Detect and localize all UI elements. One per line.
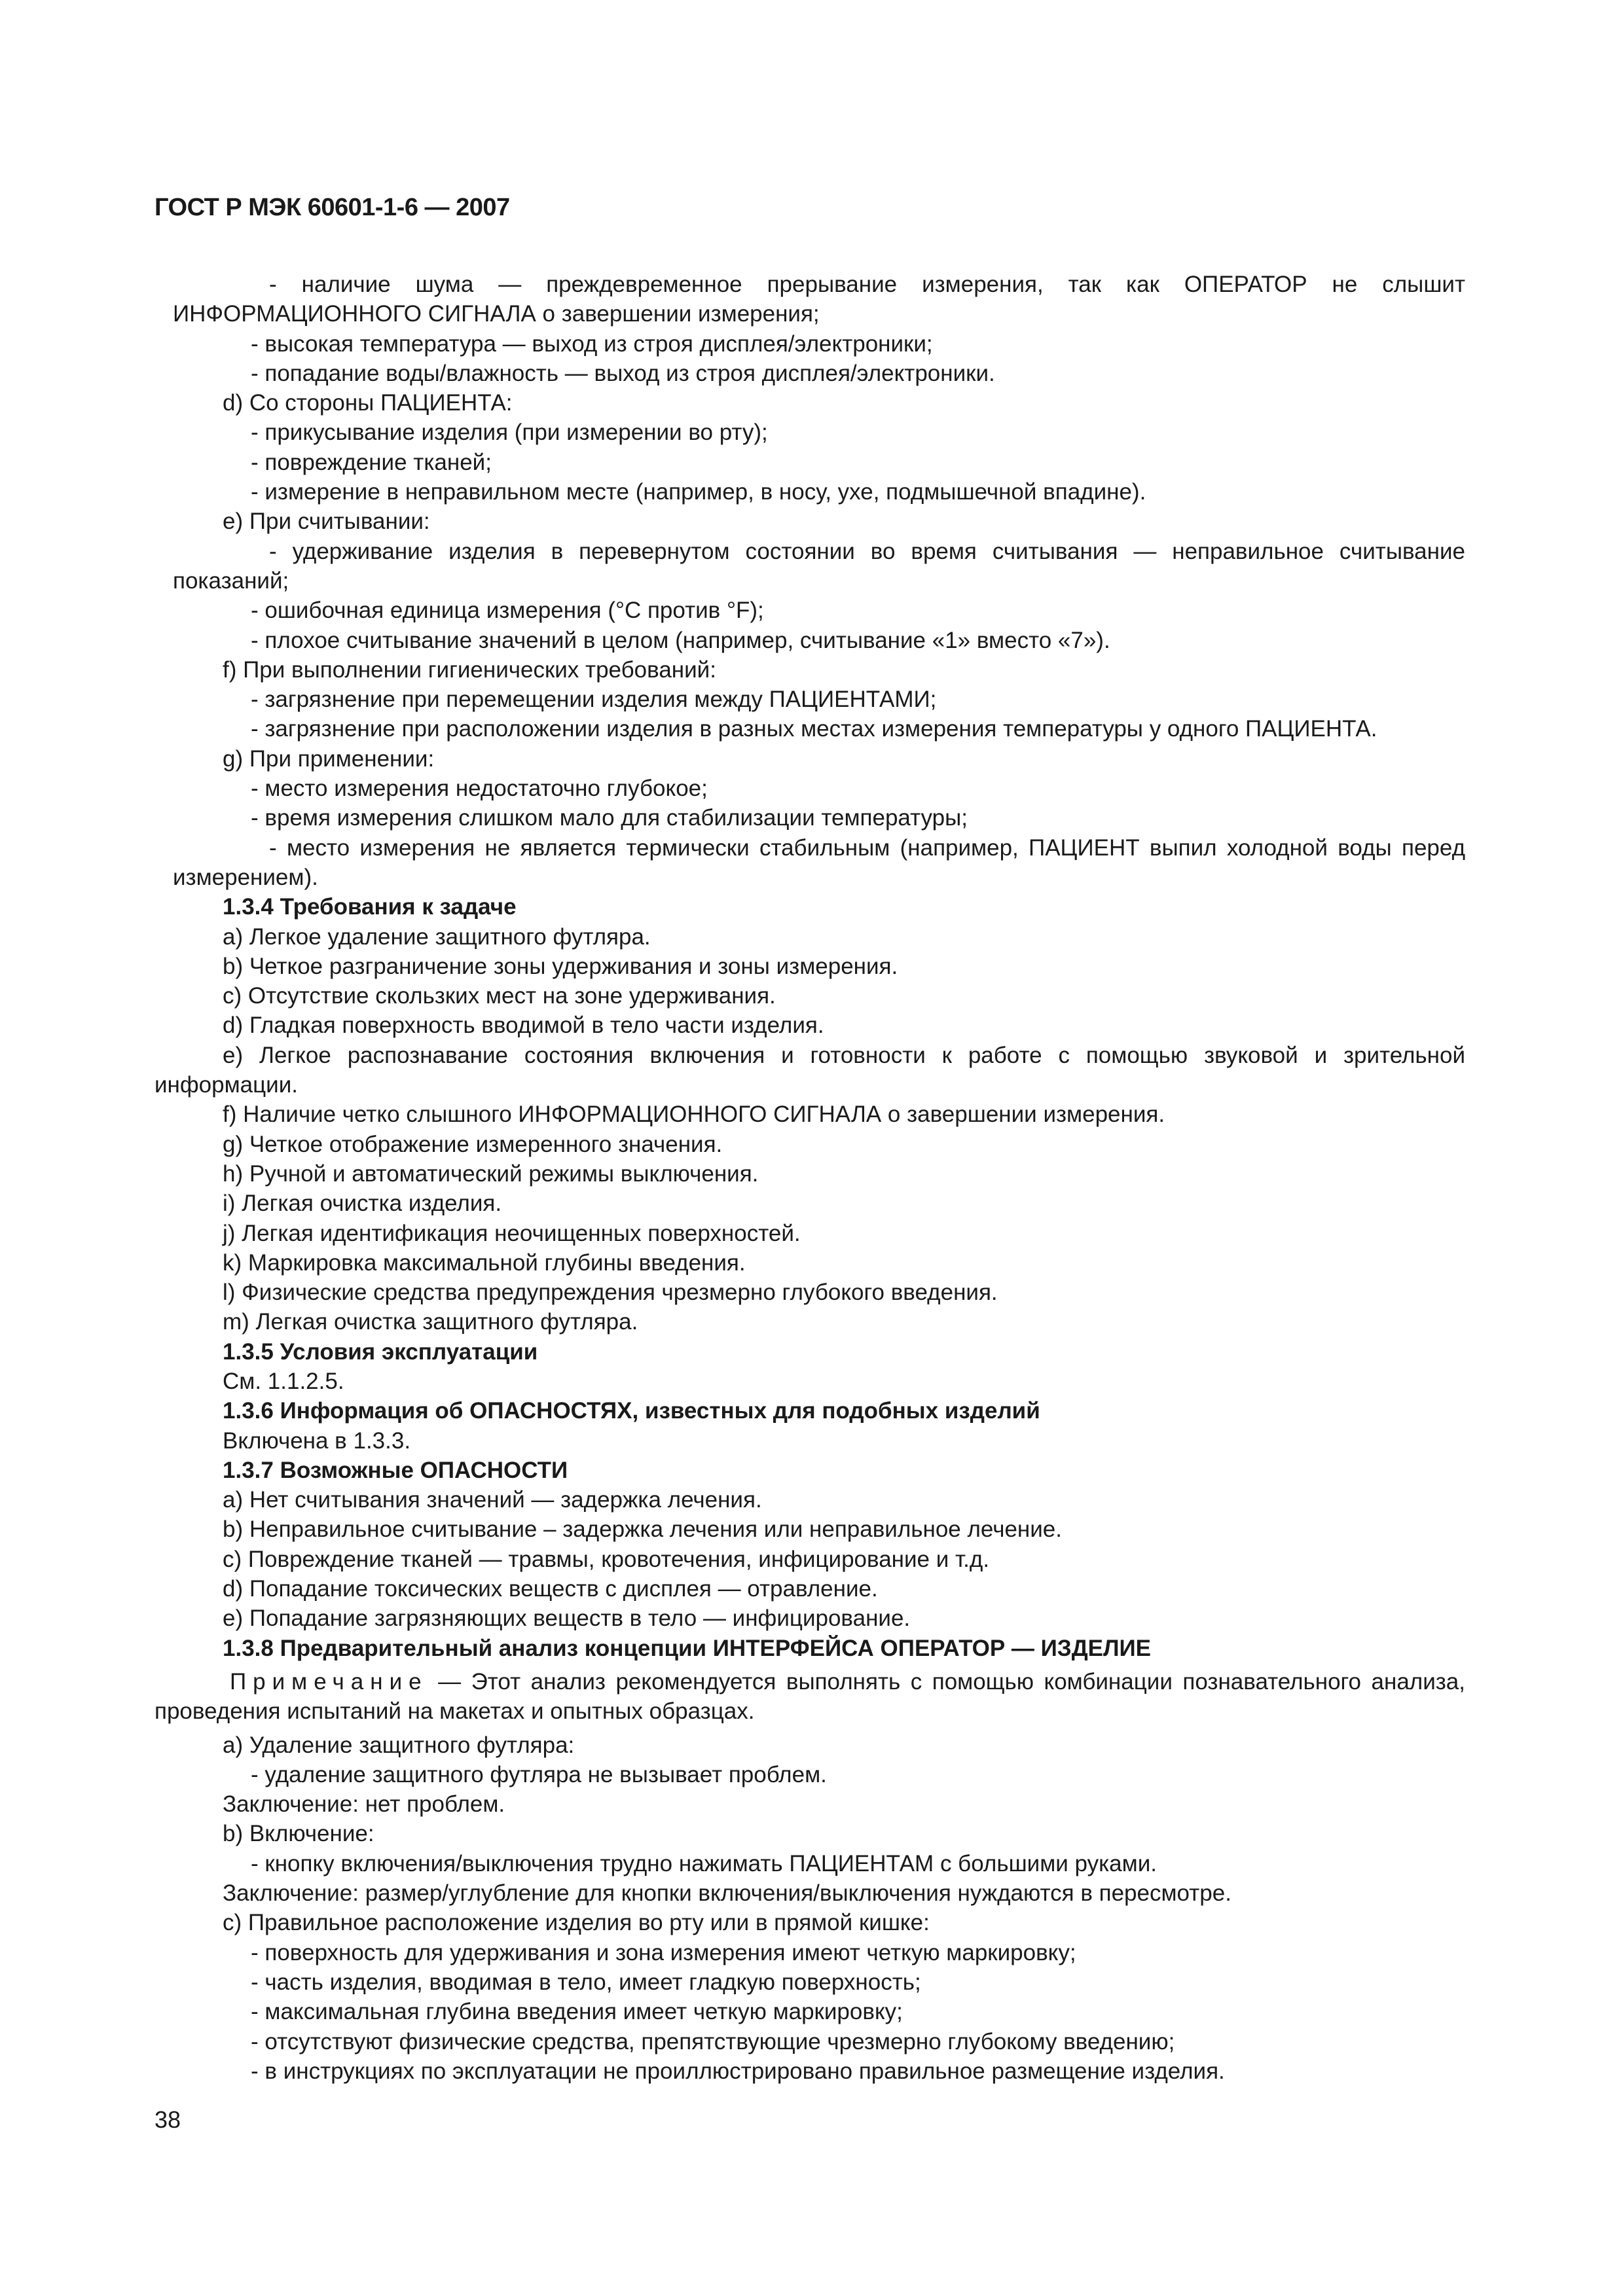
paragraph: - наличие шума — преждевременное прерывание измерения, так как ОПЕРАТОР не слышит ИНФОРМАЦИОННОГО СИГНАЛА о завершении измерения; [173,272,1465,327]
paragraph: - загрязнение при перемещении изделия между ПАЦИЕНТАМИ; [251,687,937,713]
paragraph: - измерение в неправильном месте (например, в носу, ухе, подмышечной впадине). [251,479,1146,505]
note-text: — Этот анализ рекомендуется выполнять с помощью комбинации познавательного анализа, проведения испытаний на макетах и опытных образцах. [155,1668,1465,1725]
document-body [155,270,1465,2086]
paragraph: - повреждение тканей; [251,449,492,475]
list-item: d) Попадание токсических веществ с дисплея — отравление. [223,1576,878,1602]
list-item: i) Легкая очистка изделия. [223,1191,502,1217]
list-item: l) Физические средства предупреждения чрезмерно глубокого введения. [223,1280,998,1306]
list-item: g) Четкое отображение измеренного значения. [223,1131,723,1157]
list-item: с) Правильное расположение изделия во рту или в прямой кишке: [223,1910,930,1936]
paragraph: - максимальная глубина введения имеет четкую маркировку; [251,1999,903,2025]
paragraph: - отсутствуют физические средства, препятствующие чрезмерно глубокому введению; [251,2028,1175,2054]
paragraph: - место измерения недостаточно глубокое; [251,776,708,802]
section-heading: 1.3.4 Требования к задаче [223,894,517,920]
list-item: е) Легкое распознавание состояния включения и готовности к работе с помощью звуковой и зрительной информации. [155,1042,1465,1098]
list-item: с) Отсутствие скользких мест на зоне удерживания. [223,983,776,1009]
list-item: с) Повреждение тканей — травмы, кровотечения, инфицирование и т.д. [223,1546,990,1572]
paragraph: Включена в 1.3.3. [223,1427,411,1454]
list-item: m) Легкая очистка защитного футляра. [223,1309,638,1335]
document-header: ГОСТ Р МЭК 60601-1-6 — 2007 [155,194,510,221]
list-item: b) Неправильное считывание – задержка лечения или неправильное лечение. [223,1516,1062,1543]
paragraph: - прикусывание изделия (при измерении во рту); [251,420,768,446]
page-number: 38 [155,2106,181,2133]
note-paragraph [155,1667,1465,1727]
note-label: Примечание [230,1668,428,1695]
paragraph: См. 1.1.2.5. [223,1368,344,1394]
paragraph: Заключение: нет проблем. [223,1791,505,1818]
section-heading: 1.3.5 Условия эксплуатации [223,1338,538,1365]
list-item: k) Маркировка максимальной глубины введения. [223,1249,746,1276]
section-heading: 1.3.8 Предварительный анализ концепции ИНТЕРФЕЙСА ОПЕРАТОР — ИЗДЕЛИЕ [223,1635,1152,1661]
paragraph: Заключение: размер/углубление для кнопки включения/выключения нуждаются в пересмотре. [223,1880,1231,1907]
list-item: а) Легкое удаление защитного футляра. [223,924,651,950]
list-item: j) Легкая идентификация неочищенных поверхностей. [223,1220,801,1246]
list-item: g) При применении: [223,745,435,772]
list-item: f) Наличие четко слышного ИНФОРМАЦИОННОГО СИГНАЛА о завершении измерения. [223,1102,1165,1128]
section-heading: 1.3.6 Информация об ОПАСНОСТЯХ, известных для подобных изделий [223,1398,1040,1424]
paragraph: - попадание воды/влажность — выход из строя дисплея/электроники. [251,360,995,386]
list-item: е) При считывании: [223,509,430,535]
paragraph: - в инструкциях по эксплуатации не проиллюстрировано правильное размещение изделия. [251,2058,1225,2084]
section-heading: 1.3.7 Возможные ОПАСНОСТИ [223,1457,568,1483]
paragraph: - плохое считывание значений в целом (например, считывание «1» вместо «7»). [251,627,1110,653]
paragraph: - удерживание изделия в перевернутом состоянии во время считывания — неправильное считывание показаний; [173,538,1465,594]
list-item: а) Удаление защитного футляра: [223,1732,575,1758]
list-item: а) Нет считывания значений — задержка лечения. [223,1487,762,1513]
list-item: b) Включение: [223,1821,374,1847]
paragraph: - высокая температура — выход из строя дисплея/электроники; [251,331,933,357]
list-item: b) Четкое разграничение зоны удерживания и зоны измерения. [223,953,898,979]
list-item: е) Попадание загрязняющих веществ в тело — инфицирование. [223,1605,911,1632]
list-item: d) Гладкая поверхность вводимой в тело части изделия. [223,1013,824,1039]
paragraph: - загрязнение при расположении изделия в разных местах измерения температуры у одного ПАЦИЕНТА. [251,716,1377,742]
paragraph: - поверхность для удерживания и зона измерения имеют четкую маркировку; [251,1939,1076,1965]
paragraph: - время измерения слишком мало для стабилизации температуры; [251,805,968,831]
paragraph: - кнопку включения/выключения трудно нажимать ПАЦИЕНТАМ с большими руками. [251,1850,1157,1876]
list-item: h) Ручной и автоматический режимы выключения. [223,1160,759,1187]
paragraph: - ошибочная единица измерения (°С против °F); [251,598,764,624]
list-item: f) При выполнении гигиенических требований: [223,656,716,683]
paragraph: - место измерения не является термически стабильным (например, ПАЦИЕНТ выпил холодной воды перед измерением). [173,834,1465,890]
paragraph: - часть изделия, вводимая в тело, имеет гладкую поверхность; [251,1969,921,1995]
paragraph: - удаление защитного футляра не вызывает проблем. [251,1761,827,1787]
list-item: d) Со стороны ПАЦИЕНТА: [223,390,513,416]
